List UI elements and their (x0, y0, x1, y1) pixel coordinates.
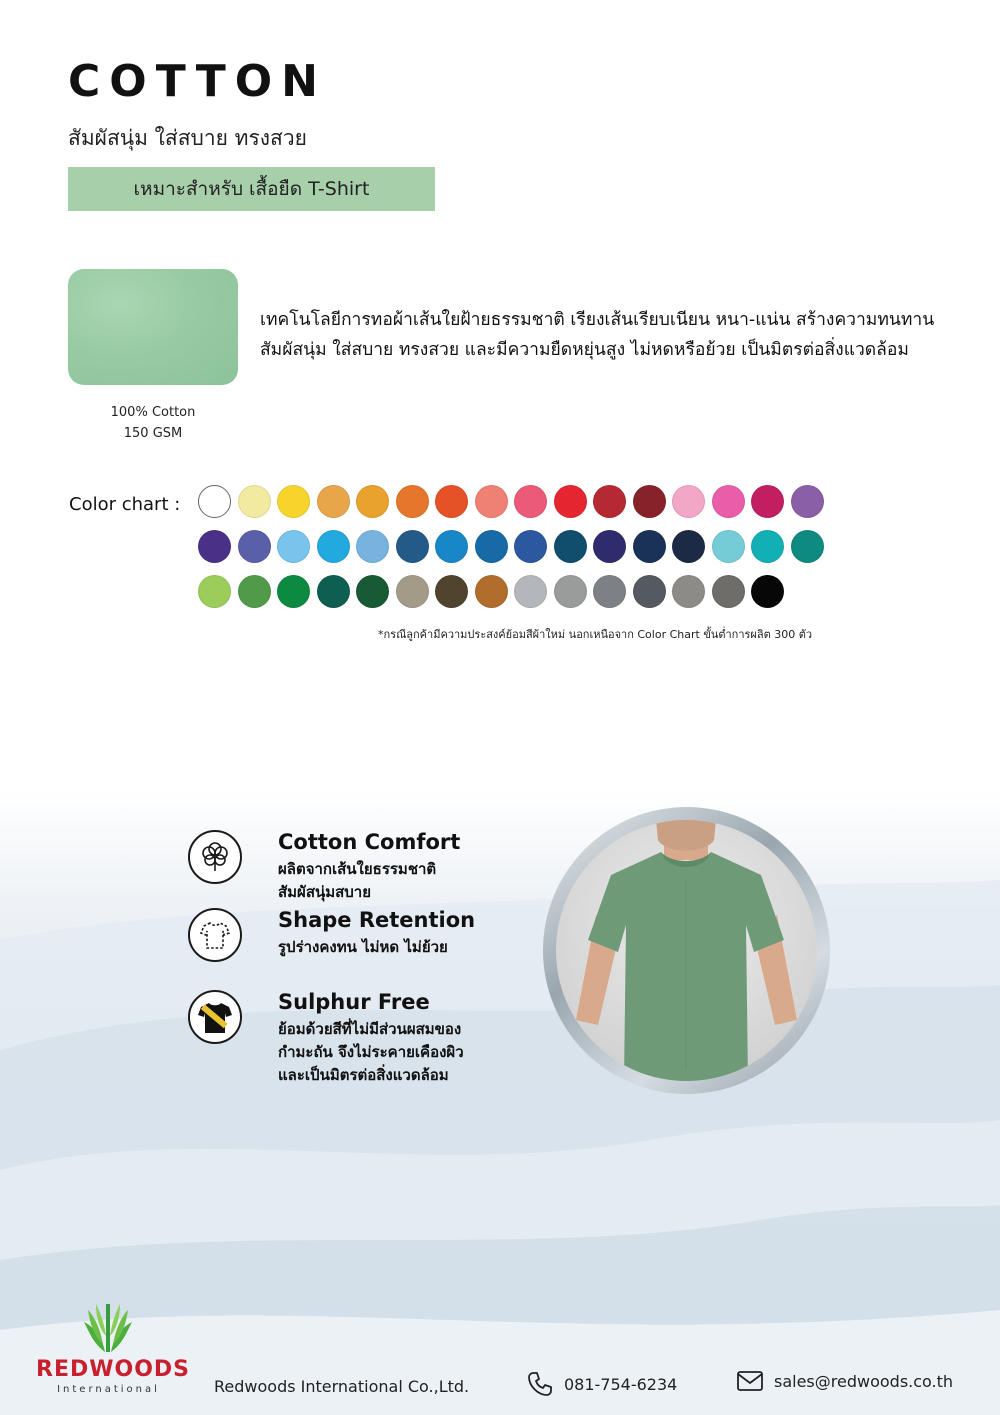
color-swatch (238, 530, 271, 563)
fabric-spec (68, 402, 238, 444)
mail-icon (736, 1370, 764, 1392)
color-swatch (317, 485, 350, 518)
color-swatch (514, 485, 547, 518)
fabric-swatch (68, 269, 238, 385)
color-swatch (514, 575, 547, 608)
sulphur-free-tshirt-icon (188, 990, 242, 1044)
color-swatch (317, 575, 350, 608)
feature-line: สัมผัสนุ่มสบาย (278, 883, 372, 901)
color-swatch (672, 575, 705, 608)
logo-subtitle: International (57, 1384, 160, 1395)
color-swatch (751, 575, 784, 608)
color-swatch (356, 530, 389, 563)
page-title: COTTON (68, 56, 327, 107)
page-subtitle: สัมผัสนุ่ม ใส่สบาย ทรงสวย (68, 126, 307, 150)
logo-name: REDWOODS (36, 1357, 191, 1382)
color-chart-row (198, 530, 838, 563)
fabric-weight: 150 GSM (123, 426, 183, 441)
color-chart-label: Color chart : (69, 494, 181, 515)
feature-description (278, 1018, 578, 1087)
color-swatch (593, 575, 626, 608)
color-chart-row (198, 485, 838, 518)
color-swatch (277, 530, 310, 563)
color-swatch (198, 575, 231, 608)
color-swatch (475, 575, 508, 608)
color-swatch (475, 485, 508, 518)
phone-contact[interactable] (526, 1370, 677, 1398)
color-swatch (396, 530, 429, 563)
color-chart (198, 485, 838, 620)
fabric-composition: 100% Cotton (110, 405, 196, 420)
color-swatch (198, 530, 231, 563)
color-swatch (712, 530, 745, 563)
color-swatch (396, 575, 429, 608)
color-swatch (356, 485, 389, 518)
phone-number[interactable]: 081-754-6234 (564, 1374, 678, 1394)
color-swatch (712, 485, 745, 518)
color-swatch (475, 530, 508, 563)
color-swatch (514, 530, 547, 563)
feature-line: ผลิตจากเส้นใยธรรมชาติ (278, 860, 437, 878)
color-swatch (435, 485, 468, 518)
color-chart-row (198, 575, 838, 608)
color-swatch (633, 575, 666, 608)
feature-line: กำมะถัน จึงไม่ระคายเคืองผิว (278, 1043, 464, 1061)
color-swatch (238, 485, 271, 518)
color-swatch (356, 575, 389, 608)
feature-sulphur-free (188, 990, 608, 1090)
feature-description (278, 936, 578, 959)
feature-line: ย้อมด้วยสีที่ไม่มีส่วนผสมของ (278, 1020, 462, 1038)
cotton-flower-icon (188, 830, 242, 884)
fabric-description (260, 305, 980, 365)
color-swatch (672, 485, 705, 518)
description-line: สัมผัสนุ่ม ใส่สบาย ทรงสวย และมีความยืดหยุ่นสูง ไม่หดหรือย้วย เป็นมิตรต่อสิ่งแวดล้อม (260, 340, 909, 360)
color-swatch (672, 530, 705, 563)
tshirt-outline-icon (188, 908, 242, 962)
description-line: เทคโนโลยีการทอผ้าเส้นใยฝ้ายธรรมชาติ เรียงเส้นเรียบเนียน หนา-แน่น สร้างความทนทาน (260, 310, 935, 330)
color-swatch (554, 530, 587, 563)
email-address[interactable]: sales@redwoods.co.th (774, 1371, 954, 1391)
color-swatch (791, 485, 824, 518)
color-swatch (633, 485, 666, 518)
color-swatch (751, 530, 784, 563)
phone-icon (526, 1370, 554, 1398)
color-swatch (554, 575, 587, 608)
color-chart-footnote: *กรณีลูกค้ามีความประสงค์ย้อมสีผ้าใหม่ นอกเหนือจาก Color Chart ขั้นต่ำการผลิต 300 ตัว (378, 628, 813, 641)
color-swatch (633, 530, 666, 563)
model-photo (556, 820, 817, 1081)
color-swatch (435, 530, 468, 563)
feature-line: รูปร่างคงทน ไม่หด ไม่ย้วย (278, 938, 448, 956)
color-swatch (712, 575, 745, 608)
color-swatch (593, 485, 626, 518)
color-swatch (791, 530, 824, 563)
feature-cotton-comfort (188, 830, 608, 900)
color-swatch (317, 530, 350, 563)
color-swatch (593, 530, 626, 563)
color-swatch (751, 485, 784, 518)
color-swatch (277, 485, 310, 518)
color-swatch (554, 485, 587, 518)
feature-title: Shape Retention (278, 908, 476, 932)
feature-line: และเป็นมิตรต่อสิ่งแวดล้อม (278, 1066, 449, 1084)
color-swatch (435, 575, 468, 608)
color-swatch (396, 485, 429, 518)
feature-title: Cotton Comfort (278, 830, 461, 854)
color-swatch (198, 485, 231, 518)
color-swatch (277, 575, 310, 608)
company-name: Redwoods International Co.,Ltd. (214, 1377, 470, 1396)
color-swatch (238, 575, 271, 608)
usage-banner: เหมาะสำหรับ เสื้อยืด T-Shirt (68, 167, 435, 211)
email-contact[interactable] (736, 1370, 953, 1392)
redwoods-logo-icon (78, 1300, 138, 1354)
feature-title: Sulphur Free (278, 990, 430, 1014)
feature-description (278, 858, 578, 904)
